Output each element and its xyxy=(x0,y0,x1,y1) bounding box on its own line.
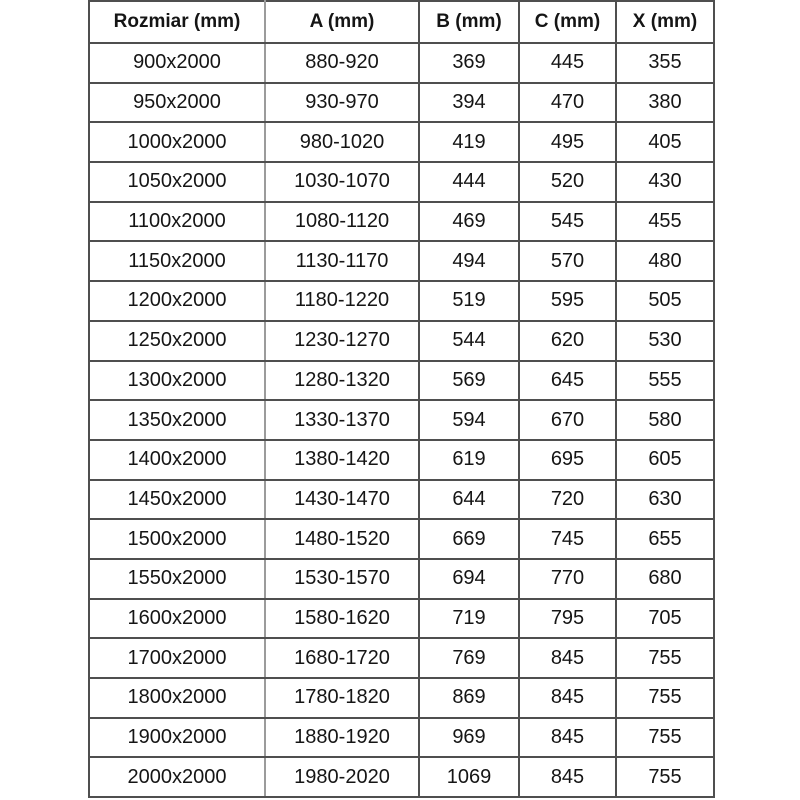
table-cell: 845 xyxy=(519,638,616,678)
table-cell: 645 xyxy=(519,361,616,401)
table-row xyxy=(89,43,714,83)
table-cell: 1030-1070 xyxy=(265,162,419,202)
table-row xyxy=(89,757,714,797)
table-cell: 755 xyxy=(616,718,714,758)
table-cell: 545 xyxy=(519,202,616,242)
table-cell: 519 xyxy=(419,281,519,321)
table-cell: 1180-1220 xyxy=(265,281,419,321)
size-table xyxy=(88,0,715,798)
table-cell: 755 xyxy=(616,757,714,797)
table-cell: 570 xyxy=(519,241,616,281)
table-row xyxy=(89,241,714,281)
table-cell: 720 xyxy=(519,480,616,520)
table-cell: 530 xyxy=(616,321,714,361)
table-cell: 1550x2000 xyxy=(89,559,265,599)
table-cell: 494 xyxy=(419,241,519,281)
table-cell: 470 xyxy=(519,83,616,123)
table-cell: 369 xyxy=(419,43,519,83)
table-row xyxy=(89,122,714,162)
table-cell: 769 xyxy=(419,638,519,678)
table-row xyxy=(89,202,714,242)
table-cell: 1430-1470 xyxy=(265,480,419,520)
table-cell: 594 xyxy=(419,400,519,440)
table-cell: 520 xyxy=(519,162,616,202)
table-cell: 655 xyxy=(616,519,714,559)
table-cell: 869 xyxy=(419,678,519,718)
table-cell: 1500x2000 xyxy=(89,519,265,559)
table-row xyxy=(89,559,714,599)
table-cell: 469 xyxy=(419,202,519,242)
table-cell: 1230-1270 xyxy=(265,321,419,361)
column-header: Rozmiar (mm) xyxy=(89,1,265,43)
table-row xyxy=(89,321,714,361)
table-cell: 1700x2000 xyxy=(89,638,265,678)
table-cell: 1400x2000 xyxy=(89,440,265,480)
table-cell: 445 xyxy=(519,43,616,83)
table-row xyxy=(89,599,714,639)
table-cell: 620 xyxy=(519,321,616,361)
table-cell: 980-1020 xyxy=(265,122,419,162)
table-row xyxy=(89,519,714,559)
table-cell: 1450x2000 xyxy=(89,480,265,520)
table-row xyxy=(89,678,714,718)
table-cell: 394 xyxy=(419,83,519,123)
table-row xyxy=(89,480,714,520)
table-cell: 1000x2000 xyxy=(89,122,265,162)
table-cell: 1250x2000 xyxy=(89,321,265,361)
table-cell: 694 xyxy=(419,559,519,599)
table-cell: 430 xyxy=(616,162,714,202)
table-cell: 755 xyxy=(616,678,714,718)
table-cell: 705 xyxy=(616,599,714,639)
table-cell: 845 xyxy=(519,678,616,718)
table-cell: 380 xyxy=(616,83,714,123)
table-cell: 900x2000 xyxy=(89,43,265,83)
table-cell: 569 xyxy=(419,361,519,401)
table-cell: 595 xyxy=(519,281,616,321)
table-cell: 969 xyxy=(419,718,519,758)
table-cell: 680 xyxy=(616,559,714,599)
table-row xyxy=(89,638,714,678)
table-cell: 845 xyxy=(519,757,616,797)
table-cell: 1780-1820 xyxy=(265,678,419,718)
column-header: B (mm) xyxy=(419,1,519,43)
table-cell: 2000x2000 xyxy=(89,757,265,797)
table-cell: 444 xyxy=(419,162,519,202)
table-cell: 555 xyxy=(616,361,714,401)
table-cell: 1530-1570 xyxy=(265,559,419,599)
table-cell: 419 xyxy=(419,122,519,162)
table-cell: 495 xyxy=(519,122,616,162)
table-cell: 580 xyxy=(616,400,714,440)
table-row xyxy=(89,281,714,321)
table-cell: 1880-1920 xyxy=(265,718,419,758)
table-row xyxy=(89,400,714,440)
table-cell: 1280-1320 xyxy=(265,361,419,401)
table-cell: 505 xyxy=(616,281,714,321)
table-cell: 619 xyxy=(419,440,519,480)
table-cell: 1080-1120 xyxy=(265,202,419,242)
table-cell: 745 xyxy=(519,519,616,559)
table-row xyxy=(89,162,714,202)
table-cell: 605 xyxy=(616,440,714,480)
table-row xyxy=(89,361,714,401)
table-header xyxy=(89,1,714,43)
table-cell: 670 xyxy=(519,400,616,440)
table-cell: 480 xyxy=(616,241,714,281)
table-row xyxy=(89,440,714,480)
table-cell: 719 xyxy=(419,599,519,639)
table-cell: 1100x2000 xyxy=(89,202,265,242)
table-cell: 695 xyxy=(519,440,616,480)
table-cell: 1200x2000 xyxy=(89,281,265,321)
table-body xyxy=(89,43,714,797)
table-cell: 1300x2000 xyxy=(89,361,265,401)
column-header: C (mm) xyxy=(519,1,616,43)
table-cell: 1350x2000 xyxy=(89,400,265,440)
table-cell: 880-920 xyxy=(265,43,419,83)
column-header: A (mm) xyxy=(265,1,419,43)
table-cell: 1480-1520 xyxy=(265,519,419,559)
header-row xyxy=(89,1,714,43)
table-cell: 405 xyxy=(616,122,714,162)
table-cell: 1380-1420 xyxy=(265,440,419,480)
table-cell: 1130-1170 xyxy=(265,241,419,281)
table-cell: 795 xyxy=(519,599,616,639)
table-cell: 1069 xyxy=(419,757,519,797)
table-cell: 845 xyxy=(519,718,616,758)
table-cell: 1680-1720 xyxy=(265,638,419,678)
table-cell: 950x2000 xyxy=(89,83,265,123)
table-cell: 630 xyxy=(616,480,714,520)
table-cell: 755 xyxy=(616,638,714,678)
table-cell: 1580-1620 xyxy=(265,599,419,639)
table-cell: 669 xyxy=(419,519,519,559)
table-cell: 1900x2000 xyxy=(89,718,265,758)
table-cell: 644 xyxy=(419,480,519,520)
table-row xyxy=(89,718,714,758)
table-row xyxy=(89,83,714,123)
table-cell: 1800x2000 xyxy=(89,678,265,718)
table-cell: 1600x2000 xyxy=(89,599,265,639)
table-cell: 930-970 xyxy=(265,83,419,123)
table-cell: 1330-1370 xyxy=(265,400,419,440)
table-cell: 1050x2000 xyxy=(89,162,265,202)
table-cell: 455 xyxy=(616,202,714,242)
table-cell: 770 xyxy=(519,559,616,599)
table-cell: 1150x2000 xyxy=(89,241,265,281)
table-cell: 1980-2020 xyxy=(265,757,419,797)
column-header: X (mm) xyxy=(616,1,714,43)
table-cell: 544 xyxy=(419,321,519,361)
table-cell: 355 xyxy=(616,43,714,83)
